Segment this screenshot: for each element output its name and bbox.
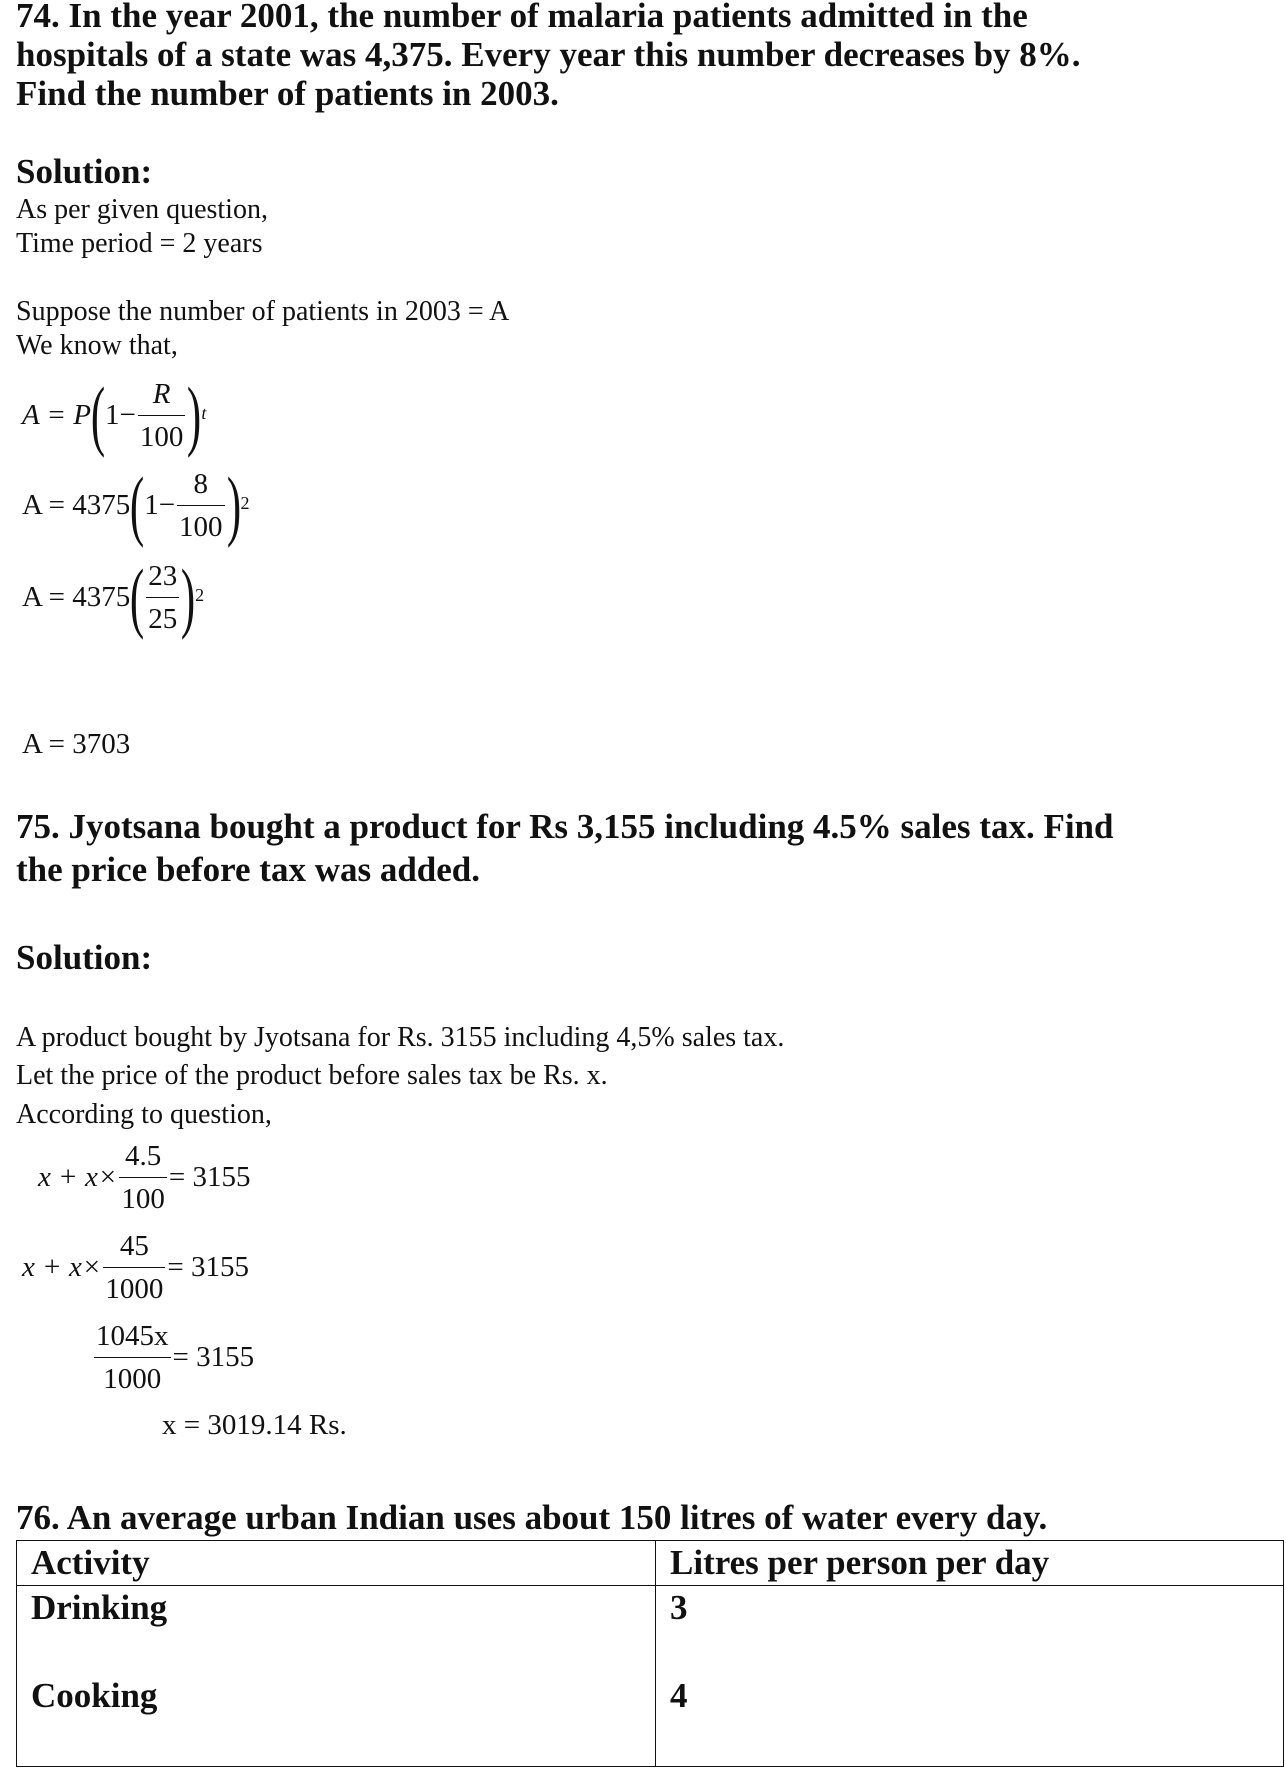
q74-eq1-numerator: R xyxy=(152,377,171,410)
q75-text-2: Let the price of the product before sales tax be Rs. x. xyxy=(16,1060,608,1091)
q74-eq1-lhs: A = P xyxy=(22,399,91,431)
q74-eq1-fraction xyxy=(138,373,186,458)
q75-text-3: According to question, xyxy=(16,1099,272,1130)
table-activity-cell xyxy=(17,1586,656,1767)
q74-eq1-one-minus: 1− xyxy=(104,399,136,431)
q74-solution-label: Solution: xyxy=(16,152,153,191)
q75-equation-4: x = 3019.14 Rs. xyxy=(162,1409,347,1441)
q74-heading-line-3: Find the number of patients in 2003. xyxy=(16,74,559,113)
q75-eq1-denominator: 100 xyxy=(121,1182,165,1215)
q75-eq1-lhs: x + x× xyxy=(38,1161,118,1193)
q75-eq3-denominator: 1000 xyxy=(103,1362,162,1395)
table-body-row xyxy=(17,1586,1284,1767)
q75-equation-2 xyxy=(22,1220,249,1314)
q74-equation-1: A = P ( 1− $\frac{R}{100}$ ) t xyxy=(22,371,207,458)
water-usage-table xyxy=(16,1540,1284,1767)
table-header-litres: Litres per person per day xyxy=(656,1541,1284,1586)
q74-eq3-exponent: 2 xyxy=(195,585,205,605)
q74-eq1-denominator: 100 xyxy=(139,420,184,453)
q74-eq2-denominator: 100 xyxy=(179,510,223,543)
q74-eq2-numerator: 8 xyxy=(177,463,225,506)
q74-eq3-lhs: A = 4375 xyxy=(22,581,131,613)
q74-eq2-lhs: A = 4375 xyxy=(22,489,131,521)
q74-eq3-denominator: 25 xyxy=(148,602,178,635)
table-row-litres: 4 xyxy=(670,1676,688,1715)
q76-heading: 76. An average urban Indian uses about 150 litres of water every day. xyxy=(16,1498,1048,1537)
q74-text-1: As per given question, xyxy=(16,194,268,225)
q75-eq1-numerator: 4.5 xyxy=(119,1135,167,1178)
q75-solution-label: Solution: xyxy=(16,938,153,977)
table-header-activity: Activity xyxy=(17,1541,656,1586)
q74-equation-3: A = 4375 ( $\frac{23}{25}$ ) 2 xyxy=(22,553,205,640)
q74-heading-line-2: hospitals of a state was 4,375. Every year this number decreases by 8%. xyxy=(16,35,1081,74)
q75-eq1-rhs: = 3155 xyxy=(168,1161,251,1193)
q74-equation-2: A = 4375 ( 1− $\frac{8}{100}$ ) 2 xyxy=(22,461,250,548)
q75-heading-line-2: the price before tax was added. xyxy=(16,850,481,889)
q75-heading-line-1: 75. Jyotsana bought a product for Rs 3,155 including 4.5% sales tax. Find xyxy=(16,807,1114,846)
q74-eq1-exponent: t xyxy=(201,403,207,423)
q75-eq2-fraction xyxy=(103,1225,165,1310)
q75-eq3-numerator: 1045x xyxy=(94,1315,171,1358)
q75-text-1: A product bought by Jyotsana for Rs. 3155 including 4,5% sales tax. xyxy=(16,1022,785,1053)
q74-text-3: Suppose the number of patients in 2003 = A xyxy=(16,296,510,327)
q74-equation-4: A = 3703 xyxy=(22,728,131,760)
q74-heading-line-1: 74. In the year 2001, the number of malaria patients admitted in the xyxy=(16,0,1028,35)
q74-eq2-fraction xyxy=(177,463,225,548)
q75-eq3-rhs: = 3155 xyxy=(172,1341,255,1373)
q74-text-4: We know that, xyxy=(16,330,178,361)
q74-eq2-one-minus: 1− xyxy=(144,489,176,521)
q74-eq3-numerator: 23 xyxy=(146,555,179,598)
q75-eq2-rhs: = 3155 xyxy=(167,1251,249,1283)
table-header-row xyxy=(17,1541,1284,1586)
table-row-activity: Cooking xyxy=(31,1676,158,1715)
q75-eq3-fraction xyxy=(94,1315,171,1400)
q75-eq1-fraction xyxy=(119,1135,167,1220)
q75-eq2-lhs: x + x× xyxy=(22,1251,102,1283)
q75-equation-3 xyxy=(92,1310,254,1404)
q74-text-2: Time period = 2 years xyxy=(16,228,263,259)
q75-equation-1 xyxy=(38,1130,251,1224)
q75-eq2-denominator: 1000 xyxy=(105,1272,164,1305)
table-row-litres: 3 xyxy=(670,1588,688,1627)
q75-eq2-numerator: 45 xyxy=(103,1225,165,1268)
q74-eq2-exponent: 2 xyxy=(240,493,250,513)
table-litres-cell xyxy=(656,1586,1284,1767)
q74-eq3-fraction xyxy=(146,555,179,640)
table-row-activity: Drinking xyxy=(31,1588,168,1627)
